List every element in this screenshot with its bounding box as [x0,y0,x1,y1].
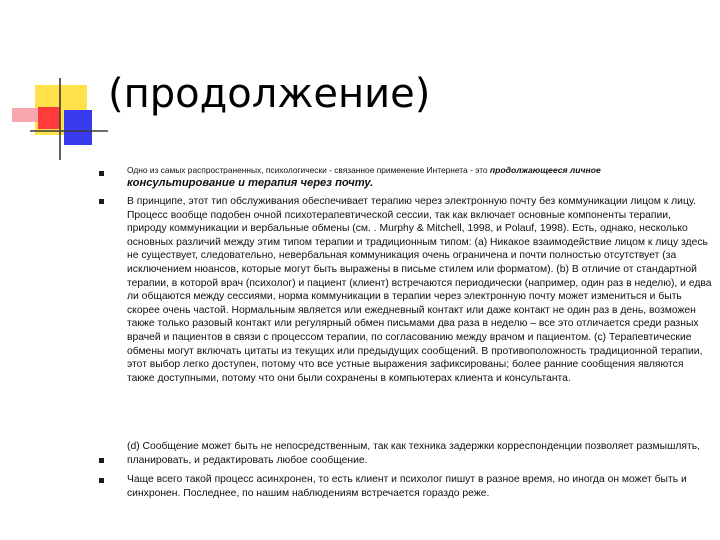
bullet-marker-4 [99,478,104,483]
bullet-1-prefix: Одно из самых распространенных, психологически - связанное применение Интернета - это [127,165,490,175]
bullet-1-emphasis: продолжающееся личное [489,165,601,175]
bullet-1-emphasis-line2: консультирование и терапия через почту. [127,177,374,189]
bullet-marker-3 [99,458,104,463]
bullet-marker-2 [99,199,104,204]
bullet-3-text: (d) Сообщение может быть не непосредственным, так как техника задержки корреспонденции позволяет размышлять, планировать, и редактировать любое сообщение. [127,441,701,466]
bullet-4-text: Чаще всего такой процесс асинхронен, то есть клиент и психолог пишут в разное время, но иногда он может быть и синхронен. Последнее, по нашим наблюдениям встречается гораздо реже. [127,474,687,499]
bullet-1-text [127,164,712,176]
bullet-marker-1 [99,171,104,176]
bullet-2-text: В принципе, этот тип обслуживания обеспечивает терапию через электронную почту без коммуникации лицом к лицу. Процесс вообще подобен очной психотерапевтической сессии, так как включает основные компоненты терапии, природу коммуникации и вербальные обмены (см. . Murphy & Mitchell, 1998, и Polauf, 1998). Есть, однако, несколько основных различий между этим типом терапии и традиционным типом: (a) Никакое взаимодействие лицом к лицу здесь не существует, следовательно, невербальная коммуникация очень ограничена и почти полностью отсутствует (за исключением нюансов, которые могут быть выражены в письме стилем или форматом). (b) В отличие от стандартной терапии, в которой врач (психолог) и пациент (клиент) встречаются периодически (например, один раз в неделю), и едва ли общаются между сессиями, норма коммуникации в терапии через электронную почту может измениться и быть скорее очень частой. Нормальным является или ежедневный контакт или даже контакт не один раз в день, возможен также только разовый контакт или регулярный обмен письмами два раза в неделю – все это отличается среди разных врачей и пациентов в связи с процессом терапии, по согласованию между врачом и пациентом. (c) Терапевтические обмены могут включать цитаты из текущих или предыдущих сообщений. В противоположность традиционной терапии, этот выбор легко доступен, потому что все устные выражения зафиксированы; более ранние сообщения являются также доступными, потому что они были сохранены в компьютерах клиента и консультанта. [127,196,712,384]
slide-title: (продолжение) [108,71,431,117]
